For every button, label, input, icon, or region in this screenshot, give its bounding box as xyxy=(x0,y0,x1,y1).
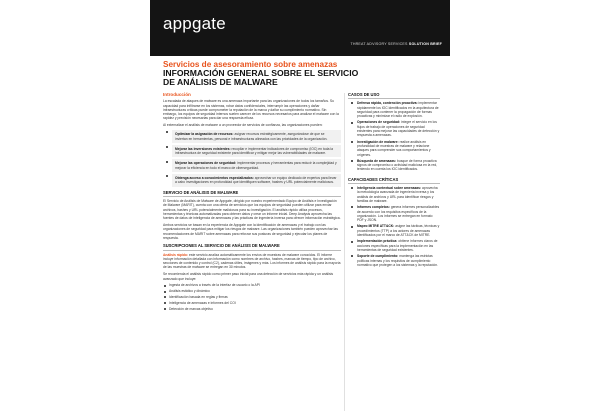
capability-text: asigne las tácticas, técnicas y procedimientos (TTP) a los actores de amenazas identificados por el marco de ATT&CK de MITRE. xyxy=(357,224,440,238)
rapid-analysis-paragraph xyxy=(163,253,341,270)
capability-item xyxy=(357,205,440,222)
benefit-item xyxy=(172,145,341,158)
capability-label: Soporte de cumplimiento: xyxy=(357,254,399,259)
rapid-analysis-features xyxy=(163,283,341,311)
benefit-text: aprovechar un equipo dedicado de expertos para llevar a cabo investigaciones en profundidad que identifiquen software, hashes y URL potencialmente maliciosos. xyxy=(175,176,337,185)
use-case-text: implementar rápidamente los IOC identificados en la arquitectura de seguridad para contener la propagación de formas proactivas y minimizar el radio de explosión. xyxy=(357,101,439,119)
benefits-list xyxy=(163,130,341,186)
intro-paragraph-1: La escalada de ataques de malware es una amenaza importante para las organizaciones de todos los tamaños. Su capacidad para infiltrarse en los sistemas, robar datos confidenciales, interrumpir las operaciones y dañar infraestructuras críticas puede comprometer la reputación de la marca y dañar su cumplimiento normativo. Sin embargo, los equipos de seguridad internos suelen carecer de los recursos necesarios para analizar el malware con la rapidez y precisión necesarias para dar una respuesta eficaz. xyxy=(163,99,339,121)
use-case-text: busque de forma proactiva signos de compromiso o actividad maliciosa en la red, teniendo en cuenta los IOC identificados. xyxy=(357,158,438,172)
capability-text: aprovecha la metodología avanzada de ingeniería inversa y los análisis de archivos y URL para identificar riesgos y familias de malware. xyxy=(357,186,438,203)
use-cases-heading: CASOS DE USO xyxy=(348,93,440,99)
capability-text: mantenga las estrictas políticas internas y los requisitos de cumplimiento normativo que protegen a los sistemas y la reputación. xyxy=(357,254,439,267)
use-case-label: Búsqueda de amenazas: xyxy=(357,158,397,163)
title-block xyxy=(163,60,439,87)
intro-heading: Introducción xyxy=(163,92,191,97)
document-tagline xyxy=(350,42,442,46)
capabilities-list xyxy=(348,186,440,267)
capability-label: Inteligencia contextual sobre amenazas: xyxy=(357,186,422,191)
right-column xyxy=(348,93,440,270)
service-paragraph-2: Ambos servicios se basan en la experiencia de Appgate con la identificación de amenazas y el trabajo con las organizaciones de seguridad para mitigar los riesgos de malware. Las organizaciones también pueden aprovechar las recomendaciones de MARIT sobre amenazas para reforzar sus posturas de seguridad y ejecutar los planes de respuesta. xyxy=(163,223,338,240)
benefit-text: recopilar e implementar indicadores de compromiso (IOC) en toda la infraestructura de seguridad existente para identificar y mitigar mejor las vulnerabilidades de malware. xyxy=(175,146,333,156)
tagline-bold: SOLUTION BRIEF xyxy=(408,42,442,46)
page-header xyxy=(150,0,450,56)
solution-brief-page xyxy=(150,0,450,414)
tagline-prefix: THREAT ADVISORY SERVICES xyxy=(350,42,409,46)
list-item: Ingesta de archivos a través de la interfaz de usuario o la API xyxy=(169,283,341,287)
subscriptions-paragraph-2: Se recomienda el análisis rápido como primer paso inicial para una detección de servicios más rápida y un análisis avanzado que incluye: xyxy=(163,272,334,281)
document-title-line-1: INFORMACIÓN GENERAL SOBRE EL SERVICIO xyxy=(163,68,359,78)
use-case-item xyxy=(357,159,440,172)
subscriptions-heading: SUSCRIPCIONES AL SERVICIO DE ANÁLISIS DE MALWARE xyxy=(163,244,341,250)
benefit-label: Mejorar las operaciones de seguridad: xyxy=(175,161,237,166)
rapid-analysis-text: este servicio analiza automáticamente los envíos de muestras de malware conocidos. El informe incluye información detallada con información como nombres de archivo, hashes, marcas de tiempo, tipo de archivo, secciones de contenido y control (C2), cadenas útiles, imágenes y más. Los informes de análisis rápido para la mayoría de las muestras de malware se entregan en 30 minutos. xyxy=(163,252,341,270)
service-paragraph-1: El Servicio de Análisis de Malware de Appgate, dirigido por nuestro experimentado Equipo de Análisis e Investigación de Malware (MARIT), cuenta con una oferta de servicios que los equipos de seguridad pueden utilizar para enviar archivos, hashes y URL potencialmente maliciosos para su investigación. El análisis rápido utiliza procesos, herramientas y técnicas automatizadas para obtener datos y crear un informe inicial. Deep Analysis aprovecha las fuentes de datos de inteligencia de amenazas y las prácticas de ingeniería inversa para ofrecer información estratégica. xyxy=(163,198,341,221)
left-column xyxy=(163,93,341,314)
benefit-text: implementar procesos y herramientas para reducir la complejidad y mejorar la eficiencia en todo el marco de ciberseguridad. xyxy=(175,161,337,170)
list-item: Identificación basada en reglas y firmas xyxy=(169,295,341,299)
use-case-item xyxy=(357,140,440,157)
benefit-text: asignar recursos estratégicamente, asegurándose de que se inviertan en herramientas, personal e infraestructuras alineados con las prioridades de la organización. xyxy=(175,132,328,141)
benefit-item xyxy=(172,159,341,172)
list-item: Análisis estático y dinámico xyxy=(169,289,341,293)
capability-text: genera informes personalizables de acuerdo con los requisitos específicos de la organización. Los informes se entregan en formato PDF y JSON. xyxy=(357,205,440,223)
use-case-label: Operaciones de seguridad: xyxy=(357,120,401,125)
benefit-label: Mejorar las inversiones existentes: xyxy=(175,146,231,151)
use-case-text: realice análisis en profundidad de muestras de malware y relacione ataques para comprender sus comportamientos y orígenes. xyxy=(357,139,431,157)
benefit-item xyxy=(172,130,341,143)
document-subtitle: Servicios de asesoramiento sobre amenazas xyxy=(163,60,338,69)
capability-item xyxy=(357,186,440,203)
capability-label: Informes completos: xyxy=(357,205,390,210)
use-case-item xyxy=(357,101,440,118)
capabilities-heading: CAPACIDADES CRÍTICAS xyxy=(348,178,440,184)
document-title-line-2: DE ANÁLISIS DE MALWARE xyxy=(163,77,278,87)
list-item: Inteligencia de amenazas e informes del COI xyxy=(169,301,341,305)
use-cases-list xyxy=(348,101,440,171)
service-heading: SERVICIO DE ANÁLISIS DE MALWARE xyxy=(163,191,341,197)
capability-item xyxy=(357,239,440,252)
use-case-text: integre el servicio en los flujos de trabajo de operaciones de seguridad existentes para mejorar las capacidades de detección y respuesta a amenazas. xyxy=(357,120,440,138)
list-item: Detección de marcas objetivo xyxy=(169,307,341,311)
capability-text: obtiene informes claros de acciones específicas para la implementación en las herramientas de seguridad existentes. xyxy=(357,239,438,252)
capability-label: Implementación práctica: xyxy=(357,239,398,244)
column-divider xyxy=(344,93,345,411)
appgate-logo[interactable]: appgate xyxy=(163,14,226,33)
intro-paragraph-2: Al externalizar el análisis de malware a un proveedor de servicios de confianza, las organizaciones pueden: xyxy=(163,123,323,128)
capability-item xyxy=(357,254,440,267)
benefit-label: Obtenga acceso a conocimientos especializados: xyxy=(175,176,254,181)
use-case-label: Defensa rápida, contención proactiva: xyxy=(357,101,418,106)
benefit-item xyxy=(172,174,341,187)
use-case-item xyxy=(357,120,440,137)
capability-item xyxy=(357,224,440,237)
use-case-label: Investigación de malware: xyxy=(357,139,399,144)
rapid-analysis-label: Análisis rápido: xyxy=(163,252,189,257)
capability-label: Mapeo MITRE ATT&CK: xyxy=(357,224,395,229)
benefit-label: Optimizar la asignación de recursos: xyxy=(175,132,234,137)
